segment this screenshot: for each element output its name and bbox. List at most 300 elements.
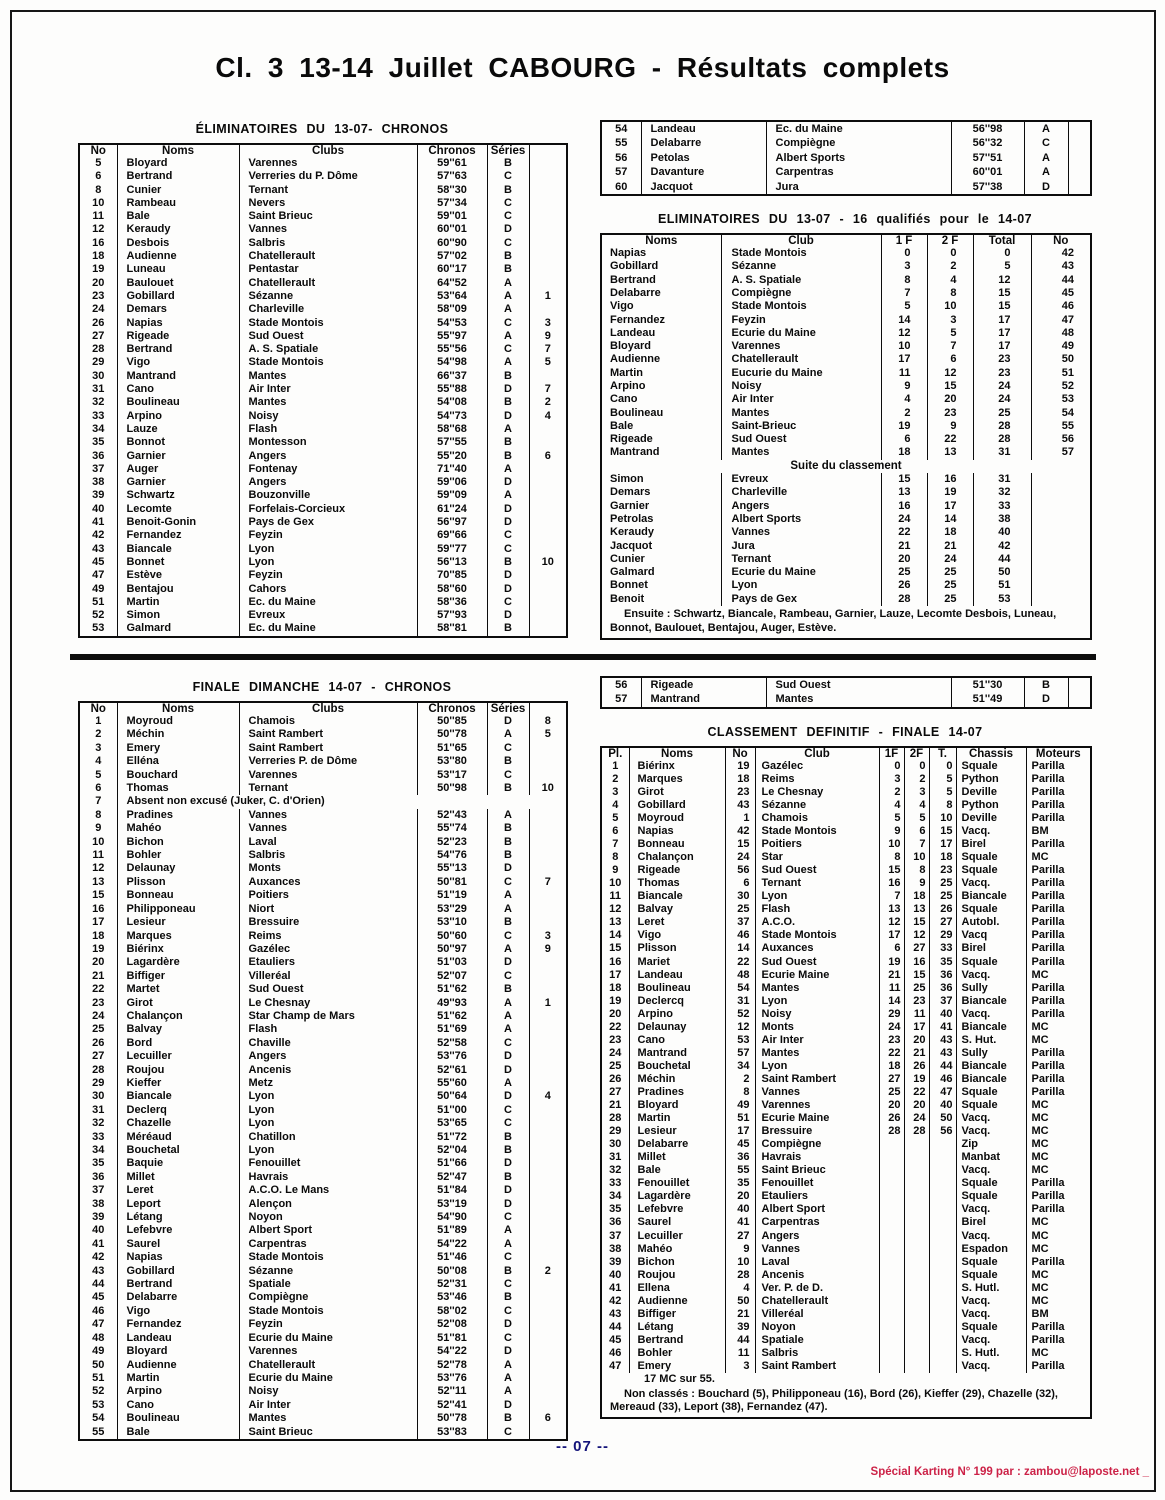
table-cell: 23	[973, 353, 1031, 366]
non-classes-row	[601, 1386, 1091, 1418]
table-cell: 31	[92, 383, 105, 396]
eliminatoires-chronos-table	[78, 143, 568, 638]
table-cell	[929, 1164, 956, 1177]
table-cell: 28	[725, 1269, 755, 1282]
table-cell: 26	[929, 903, 956, 916]
table-cell: 8	[95, 808, 102, 821]
table-cell: 54	[1031, 407, 1091, 420]
table-cell: B	[487, 1291, 529, 1304]
table-cell: 57''93	[417, 609, 487, 622]
table-cell: Chamois	[239, 715, 417, 728]
table-row	[79, 317, 567, 330]
table-cell: Bohler	[117, 849, 239, 862]
table-cell	[929, 1347, 956, 1360]
table-cell: 25	[973, 407, 1031, 420]
table-cell: Chatillon	[239, 1131, 417, 1144]
table-cell: 32	[92, 396, 105, 409]
table-cell	[529, 1238, 567, 1251]
table-cell	[529, 1305, 567, 1318]
table-cell: Stade Montois	[721, 300, 881, 313]
table-cell	[929, 1282, 956, 1295]
table-row	[601, 1347, 1091, 1360]
table-row	[601, 121, 1091, 136]
table-cell	[904, 1282, 929, 1295]
table-cell: 57''38	[951, 180, 1024, 195]
table-cell: Létang	[117, 1211, 239, 1224]
table-cell: C	[487, 1251, 529, 1264]
table-cell	[529, 1171, 567, 1184]
table-cell: Landeau	[610, 326, 656, 339]
table-cell: Plisson	[117, 876, 239, 889]
table-cell: Ecurie du Maine	[239, 1332, 417, 1345]
table-cell: 36	[609, 1216, 622, 1229]
table-cell: Gazélec	[239, 943, 417, 956]
table-cell: Lecuiller	[629, 1230, 725, 1243]
table-cell: 41	[92, 1237, 105, 1250]
table-cell: Fontenay	[239, 463, 417, 476]
table-cell: 32	[92, 1117, 105, 1130]
table-cell: D	[487, 1184, 529, 1197]
table-cell	[529, 956, 567, 969]
table-cell: 33	[929, 942, 956, 955]
table-cell	[904, 1164, 929, 1177]
table-cell: 53''17	[417, 769, 487, 782]
table-cell: 23	[609, 1033, 622, 1046]
table-cell: 61''24	[417, 503, 487, 516]
table-cell: 23	[904, 995, 929, 1008]
table-cell: 3	[612, 785, 619, 798]
table-cell: 53''64	[417, 290, 487, 303]
table-cell: Noisy	[239, 410, 417, 423]
column-header: Chronos	[417, 144, 487, 157]
table-cell: Parilla	[1026, 1321, 1091, 1334]
table-row	[601, 773, 1091, 786]
table-cell: 54''08	[417, 396, 487, 409]
table-cell: Martin	[629, 1112, 725, 1125]
table-cell: 0	[927, 247, 973, 260]
table-cell: 43	[92, 1264, 105, 1277]
table-cell: 1	[529, 997, 567, 1010]
table-cell: Varennes	[239, 1345, 417, 1358]
table-cell: Bord	[117, 1037, 239, 1050]
table-cell: Vacq.	[956, 1308, 1026, 1321]
table-cell: 27	[904, 942, 929, 955]
table-cell	[529, 1050, 567, 1063]
table-cell: Méchin	[117, 728, 239, 741]
table-row	[601, 486, 1091, 499]
column-header: 1 F	[881, 234, 927, 247]
non-classes-note: Non classés : Bouchard (5), Philipponeau (16), Bord (26), Kieffer (29), Chazelle (32), Mereaud (33), Leport (38), Fernandez (47).	[610, 1388, 1058, 1414]
table-cell: Poitiers	[239, 889, 417, 902]
table-cell: Bressuire	[239, 916, 417, 929]
table-row	[601, 1151, 1091, 1164]
table-cell: Keraudy	[610, 526, 655, 539]
table-cell: B	[487, 755, 529, 768]
table-row	[601, 995, 1091, 1008]
table-cell: Baulouet	[117, 277, 239, 290]
table-cell: Bloyard	[117, 1345, 239, 1358]
table-cell: A	[487, 1077, 529, 1090]
column-header: Noms	[117, 144, 239, 157]
table-cell	[1031, 513, 1091, 526]
table-cell: 14	[725, 942, 755, 955]
table-cell: Ec. du Maine	[239, 596, 417, 609]
table-cell: 36	[92, 1170, 105, 1183]
table-row	[601, 1086, 1091, 1099]
table-cell: MC	[1026, 1243, 1091, 1256]
table-cell: 3	[904, 786, 929, 799]
table-cell: 25	[609, 1059, 622, 1072]
table-cell: 32	[609, 1164, 622, 1177]
table-cell: 57''51	[951, 151, 1024, 165]
table-cell: 15	[879, 864, 904, 877]
table-cell: Cunier	[117, 184, 239, 197]
table-cell: 18	[609, 981, 622, 994]
table-row	[601, 393, 1091, 406]
table-cell: 38	[92, 1197, 105, 1210]
table-cell: 19	[92, 942, 105, 955]
table-cell: 4	[95, 755, 102, 768]
table-cell: Parilla	[1026, 1203, 1091, 1216]
table-row	[79, 1037, 567, 1050]
table-cell: Compiègne	[766, 136, 951, 150]
table-row	[601, 942, 1091, 955]
table-cell: 11	[881, 367, 927, 380]
mc-note-row	[601, 1373, 1091, 1386]
table-cell: D	[1024, 180, 1068, 195]
table-cell: Audienne	[629, 1295, 725, 1308]
table-row	[601, 420, 1091, 433]
table-row	[601, 1138, 1091, 1151]
table-cell: 15	[725, 838, 755, 851]
table-cell: 43	[725, 799, 755, 812]
table-cell: 69''66	[417, 529, 487, 542]
table-cell: 14	[881, 314, 927, 327]
table-cell: 7	[881, 287, 927, 300]
table-cell: Nevers	[239, 197, 417, 210]
table-cell: Eucurie du Maine	[721, 367, 881, 380]
table-cell: B	[487, 849, 529, 862]
table-cell: 22	[904, 1086, 929, 1099]
table-cell: 27	[879, 1073, 904, 1086]
table-cell: A	[487, 303, 529, 316]
table-row	[601, 1203, 1091, 1216]
table-cell: 13	[609, 916, 622, 929]
table-cell: 51''00	[417, 1104, 487, 1117]
table-cell: Stade Montois	[721, 247, 881, 260]
table-cell: 3	[879, 773, 904, 786]
table-cell: Alençon	[239, 1198, 417, 1211]
table-cell: 41	[929, 1021, 956, 1034]
table-cell: Le Chesnay	[239, 997, 417, 1010]
table-cell: A. S. Spatiale	[239, 343, 417, 356]
table-row	[79, 210, 567, 223]
table-cell: D	[487, 715, 529, 728]
table-cell: C	[487, 769, 529, 782]
table-cell: 42	[92, 1251, 105, 1264]
column-header: Séries	[487, 144, 529, 157]
table-cell: Méréaud	[117, 1131, 239, 1144]
table-cell: 51''30	[951, 677, 1024, 692]
table-cell: 15	[92, 889, 105, 902]
table-cell: 25	[929, 877, 956, 890]
table-cell: B	[487, 1144, 529, 1157]
table-cell: 11	[904, 1008, 929, 1021]
table-cell: Gobillard	[117, 290, 239, 303]
table-cell: 25	[927, 579, 973, 592]
table-cell: 15	[927, 380, 973, 393]
table-cell: 52	[725, 1008, 755, 1021]
table-cell: 9	[529, 330, 567, 343]
table-row	[79, 903, 567, 916]
table-cell: Havrais	[755, 1151, 879, 1164]
table-cell: 30	[725, 890, 755, 903]
table-cell: 7	[95, 795, 102, 808]
table-cell: 42	[973, 540, 1031, 553]
table-cell: Bertrand	[629, 1334, 725, 1347]
table-cell: Vannes	[755, 1243, 879, 1256]
table-cell: Bloyard	[629, 1099, 725, 1112]
table-cell: 42	[609, 1294, 622, 1307]
table-row	[601, 353, 1091, 366]
table-cell: 22	[927, 433, 973, 446]
table-cell: Chatellerault	[721, 353, 881, 366]
table-cell: 23	[973, 367, 1031, 380]
table-cell: Sud Ouest	[766, 677, 951, 692]
table-row	[79, 943, 567, 956]
table-cell: Saurel	[629, 1216, 725, 1229]
table-cell: 12	[725, 1021, 755, 1034]
table-cell: 11	[725, 1347, 755, 1360]
table-cell: Parilla	[1026, 1190, 1091, 1203]
table-cell	[1031, 526, 1091, 539]
table-cell	[1031, 553, 1091, 566]
table-cell: Flash	[755, 903, 879, 916]
table-row	[601, 864, 1091, 877]
table-cell: Biancale	[117, 543, 239, 556]
table-cell: Manbat	[956, 1151, 1026, 1164]
table-cell: Spatiale	[755, 1334, 879, 1347]
column-header: No	[1031, 234, 1091, 247]
table-cell: Verreries du P. Dôme	[239, 170, 417, 183]
table-cell: 58''09	[417, 303, 487, 316]
table-cell: Davanture	[641, 165, 766, 179]
table-cell: Biancale	[629, 890, 725, 903]
table-cell: D	[487, 1090, 529, 1103]
table-row	[79, 277, 567, 290]
table-row	[79, 1238, 567, 1251]
table-cell: Reims	[239, 930, 417, 943]
table-cell: 28	[904, 1125, 929, 1138]
table-cell: 4	[879, 799, 904, 812]
table-cell: 40	[92, 1224, 105, 1237]
table-cell: 24	[92, 1009, 105, 1022]
table-cell: 31	[609, 1151, 622, 1164]
table-cell: MC	[1026, 1216, 1091, 1229]
table-cell: 40	[929, 1099, 956, 1112]
table-cell: Parilla	[1026, 877, 1091, 890]
table-cell: Vacq	[956, 929, 1026, 942]
table-cell: 52''78	[417, 1359, 487, 1372]
qualifies-table	[600, 233, 1092, 640]
table-cell: Cahors	[239, 583, 417, 596]
table-cell: Vigo	[117, 1305, 239, 1318]
table-cell: 42	[1031, 247, 1091, 260]
table-cell: Flash	[239, 423, 417, 436]
table-row	[79, 543, 567, 556]
table-cell: Stade Montois	[755, 929, 879, 942]
table-cell: Bale	[117, 210, 239, 223]
table-row	[601, 579, 1091, 592]
table-cell: D	[1024, 692, 1068, 707]
table-cell: 2	[879, 786, 904, 799]
table-cell	[529, 1157, 567, 1170]
table-cell: 38	[609, 1242, 622, 1255]
table-cell: MC	[1026, 1282, 1091, 1295]
table-cell: Saint Rambert	[755, 1360, 879, 1373]
table-cell	[529, 170, 567, 183]
table-cell: 55''20	[417, 450, 487, 463]
table-cell	[904, 1256, 929, 1269]
table-row	[79, 1157, 567, 1170]
table-cell: Saint Rambert	[755, 1073, 879, 1086]
table-cell: 19	[92, 263, 105, 276]
table-cell: MC	[1026, 851, 1091, 864]
table-cell: 34	[92, 422, 105, 435]
table-cell: MC	[1026, 1164, 1091, 1177]
table-cell: Gobillard	[629, 799, 725, 812]
table-cell: 15	[973, 287, 1031, 300]
table-cell: Bentajou	[117, 583, 239, 596]
table-cell: 55''56	[417, 343, 487, 356]
table-cell: 6	[881, 433, 927, 446]
table-row	[79, 1412, 567, 1425]
table-cell: Bale	[629, 1164, 725, 1177]
table-cell: 56	[1031, 433, 1091, 446]
table-cell: 26	[904, 1060, 929, 1073]
table-cell: 28	[609, 1112, 622, 1125]
table-cell: 7	[529, 343, 567, 356]
table-cell: Angers	[239, 476, 417, 489]
table-cell: Squale	[956, 864, 1026, 877]
table-cell: B	[487, 250, 529, 263]
table-cell: Lyon	[239, 1144, 417, 1157]
table-cell: 51''62	[417, 1010, 487, 1023]
table-cell: 39	[609, 1255, 622, 1268]
table-cell: Arpino	[629, 1008, 725, 1021]
table-cell: Desbois	[117, 237, 239, 250]
table-cell: Squale	[956, 760, 1026, 773]
table-cell: 19	[609, 994, 622, 1007]
table-cell	[529, 889, 567, 902]
table-cell: 1	[725, 812, 755, 825]
table-cell: Demars	[610, 486, 651, 499]
table-cell: 53''76	[417, 1050, 487, 1063]
table-cell: 24	[881, 513, 927, 526]
table-cell: Cunier	[610, 552, 645, 565]
table-cell	[529, 529, 567, 542]
table-cell: 8	[95, 183, 102, 196]
table-cell: 33	[92, 409, 105, 422]
table-cell: Keraudy	[117, 223, 239, 236]
table-cell: 5	[612, 812, 619, 824]
table-cell	[929, 1269, 956, 1282]
table-cell	[529, 436, 567, 449]
table-cell: Etauliers	[755, 1190, 879, 1203]
table-cell: Python	[956, 799, 1026, 812]
table-cell: Martin	[117, 596, 239, 609]
table-cell: 25	[725, 903, 755, 916]
table-row	[79, 330, 567, 343]
table-cell: C	[487, 210, 529, 223]
table-row	[601, 799, 1091, 812]
table-cell	[879, 1282, 904, 1295]
table-cell: Parilla	[1026, 812, 1091, 825]
table-cell: Petolas	[641, 151, 766, 165]
table-row	[79, 1010, 567, 1023]
table-row	[79, 197, 567, 210]
table-cell: 53''10	[417, 916, 487, 929]
table-cell: 54''73	[417, 410, 487, 423]
table-cell: Parilla	[1026, 903, 1091, 916]
table-cell	[529, 1037, 567, 1050]
table-cell: 5	[929, 786, 956, 799]
table-cell: Auger	[117, 463, 239, 476]
table-cell: Mantrand	[641, 692, 766, 707]
table-cell: C	[487, 1037, 529, 1050]
table-cell: 19	[904, 1073, 929, 1086]
table-row	[79, 1104, 567, 1117]
table-cell: Roujou	[117, 1064, 239, 1077]
table-cell: Charleville	[239, 303, 417, 316]
table-cell: Bloyard	[117, 157, 239, 170]
table-cell: Emery	[117, 742, 239, 755]
table-cell	[529, 1198, 567, 1211]
table-cell: 5	[929, 773, 956, 786]
table-row	[79, 622, 567, 636]
table-cell: 52''07	[417, 970, 487, 983]
table-cell: 25	[92, 1023, 105, 1036]
table-cell: Martin	[610, 366, 643, 379]
table-cell: Poitiers	[755, 838, 879, 851]
table-cell: D	[487, 410, 529, 423]
table-cell: 38	[973, 513, 1031, 526]
table-cell: Fenouillet	[239, 1157, 417, 1170]
section-classement-definitif	[600, 676, 1090, 1419]
table-cell: Evreux	[721, 473, 881, 486]
table-cell: Squale	[956, 1190, 1026, 1203]
table-row	[601, 407, 1091, 420]
table-cell	[529, 489, 567, 502]
table-cell: Bloyard	[610, 340, 651, 353]
table-cell	[904, 1177, 929, 1190]
table-cell: Sézanne	[755, 799, 879, 812]
table-row	[79, 423, 567, 436]
table-cell: Rigeade	[629, 864, 725, 877]
table-cell: Saint Brieuc	[239, 210, 417, 223]
table-row	[601, 165, 1091, 179]
table-cell: 31	[973, 446, 1031, 459]
table-cell: 26	[881, 579, 927, 592]
table-cell: 38	[92, 476, 105, 489]
table-cell: Bonnot	[117, 436, 239, 449]
table-row	[79, 556, 567, 569]
table-row	[601, 786, 1091, 799]
table-cell	[529, 1131, 567, 1144]
table-cell: Sud Ouest	[755, 864, 879, 877]
table-cell: 51''65	[417, 742, 487, 755]
table-row	[601, 1256, 1091, 1269]
